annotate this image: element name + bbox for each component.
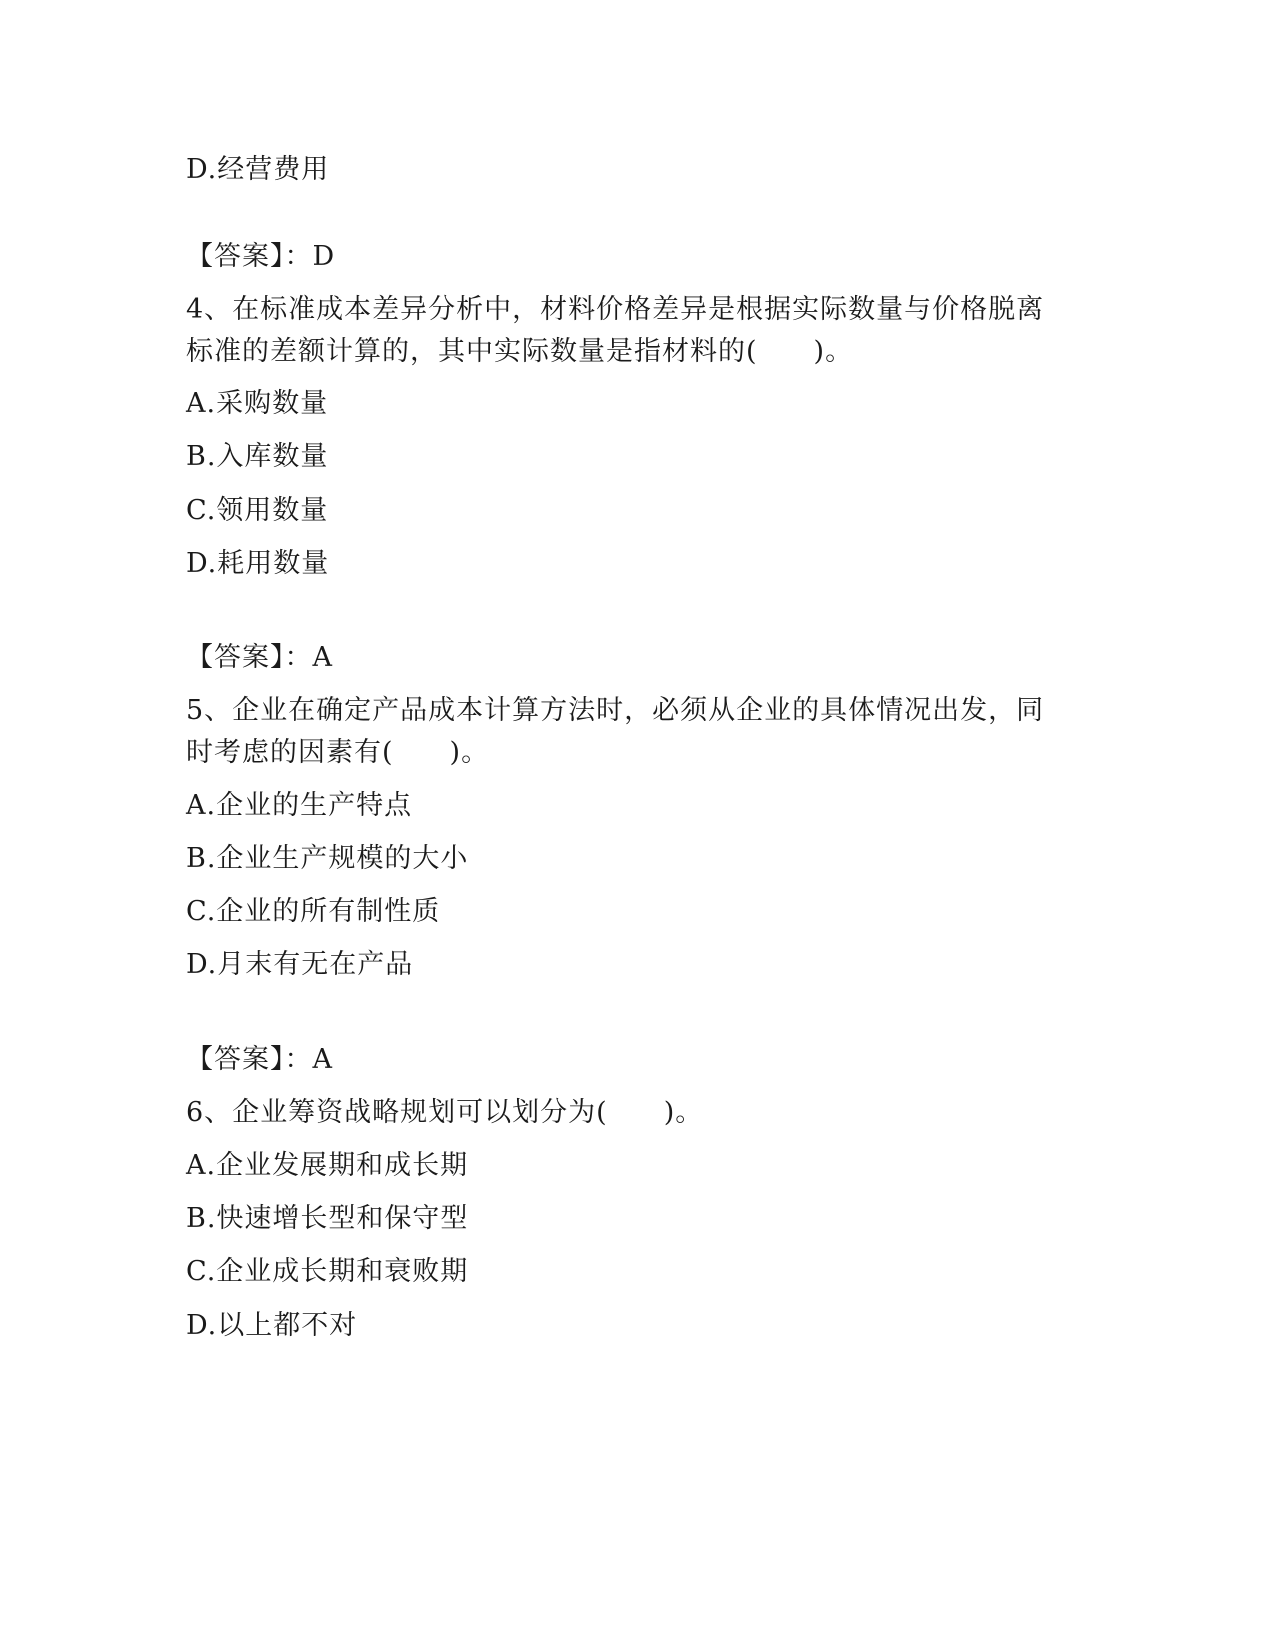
option-d-q5: D.月末有无在产品 — [186, 949, 414, 980]
option-c-q4: C.领用数量 — [186, 495, 329, 526]
option-a-q6: A.企业发展期和成长期 — [186, 1150, 469, 1181]
option-d-q6: D.以上都不对 — [186, 1310, 358, 1341]
option-a-q4: A.采购数量 — [186, 388, 329, 419]
question-5-line1: 5、企业在确定产品成本计算方法时，必须从企业的具体情况出发，同 — [186, 695, 1045, 726]
option-b-q6: B.快速增长型和保守型 — [186, 1203, 469, 1234]
question-5-line2: 时考虑的因素有( )。 — [186, 737, 490, 768]
option-d-q3: D.经营费用 — [186, 154, 330, 185]
option-d-q4: D.耗用数量 — [186, 548, 330, 579]
option-b-q4: B.入库数量 — [186, 441, 329, 472]
answer-q3: 【答案】：D — [186, 241, 336, 272]
answer-q4: 【答案】：A — [186, 642, 333, 673]
question-6: 6、企业筹资战略规划可以划分为( )。 — [186, 1097, 704, 1128]
option-a-q5: A.企业的生产特点 — [186, 790, 413, 821]
answer-q5: 【答案】：A — [186, 1044, 333, 1075]
question-4-line2: 标准的差额计算的，其中实际数量是指材料的( )。 — [186, 336, 854, 367]
question-4-line1: 4、在标准成本差异分析中，材料价格差异是根据实际数量与价格脱离 — [186, 294, 1045, 325]
option-c-q5: C.企业的所有制性质 — [186, 896, 441, 927]
option-b-q5: B.企业生产规模的大小 — [186, 843, 469, 874]
option-c-q6: C.企业成长期和衰败期 — [186, 1256, 469, 1287]
